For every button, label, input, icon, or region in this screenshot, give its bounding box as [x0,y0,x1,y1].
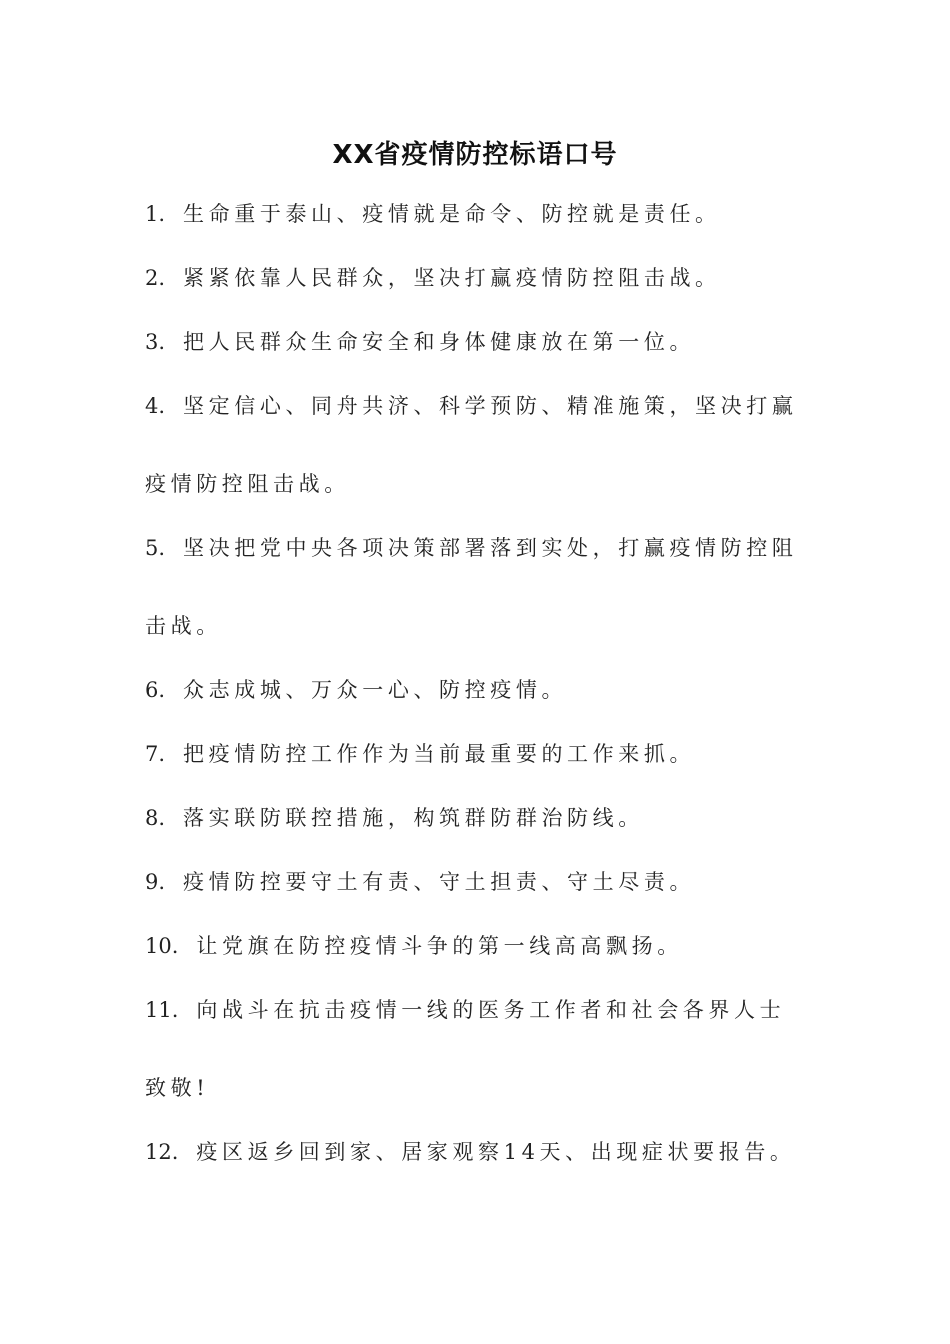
slogan-number: 10. [145,934,179,958]
slogan-number: 11. [145,998,179,1022]
slogan-text: 疫区返乡回到家、居家观察14天、出现症状要报告。 [196,1140,796,1164]
slogan-text: 坚定信心、同舟共济、科学预防、精准施策，坚决打赢疫情防控阻击战。 [145,394,798,496]
slogan-item-12 [145,1136,810,1168]
slogan-number: 8. [145,806,166,830]
slogan-item-3 [145,326,810,358]
slogan-text: 疫情防控要守土有责、守土担责、守土尽责。 [183,870,696,894]
slogan-text: 把人民群众生命安全和身体健康放在第一位。 [183,330,696,354]
slogan-text: 向战斗在抗击疫情一线的医务工作者和社会各界人士致敬! [145,998,786,1100]
slogan-item-4 [145,367,810,523]
slogan-item-2 [145,262,810,294]
slogan-number: 3. [145,330,166,354]
slogan-item-5 [145,509,810,665]
slogan-number: 12. [145,1140,179,1164]
slogan-text: 众志成城、万众一心、防控疫情。 [183,678,568,702]
slogan-item-6 [145,674,810,706]
slogan-number: 6. [145,678,166,702]
slogan-number: 9. [145,870,166,894]
slogan-text: 坚决把党中央各项决策部署落到实处，打赢疫情防控阻击战。 [145,536,798,638]
slogan-item-9 [145,866,810,898]
slogan-item-1 [145,198,810,230]
slogan-text: 把疫情防控工作作为当前最重要的工作来抓。 [183,742,696,766]
slogan-text: 落实联防联控措施，构筑群防群治防线。 [183,806,644,830]
slogan-list [145,198,810,1200]
slogan-text: 让党旗在防控疫情斗争的第一线高高飘扬。 [196,934,683,958]
slogan-number: 7. [145,742,166,766]
slogan-item-11 [145,971,810,1127]
slogan-number: 1. [145,202,166,226]
slogan-number: 5. [145,536,166,560]
slogan-item-8 [145,802,810,834]
slogan-item-10 [145,930,810,962]
document-title: XX省疫情防控标语口号 [332,140,618,170]
slogan-text: 生命重于泰山、疫情就是命令、防控就是责任。 [183,202,721,226]
slogan-number: 4. [145,394,166,418]
slogan-text: 紧紧依靠人民群众，坚决打赢疫情防控阻击战。 [183,266,721,290]
slogan-number: 2. [145,266,166,290]
slogan-item-7 [145,738,810,770]
